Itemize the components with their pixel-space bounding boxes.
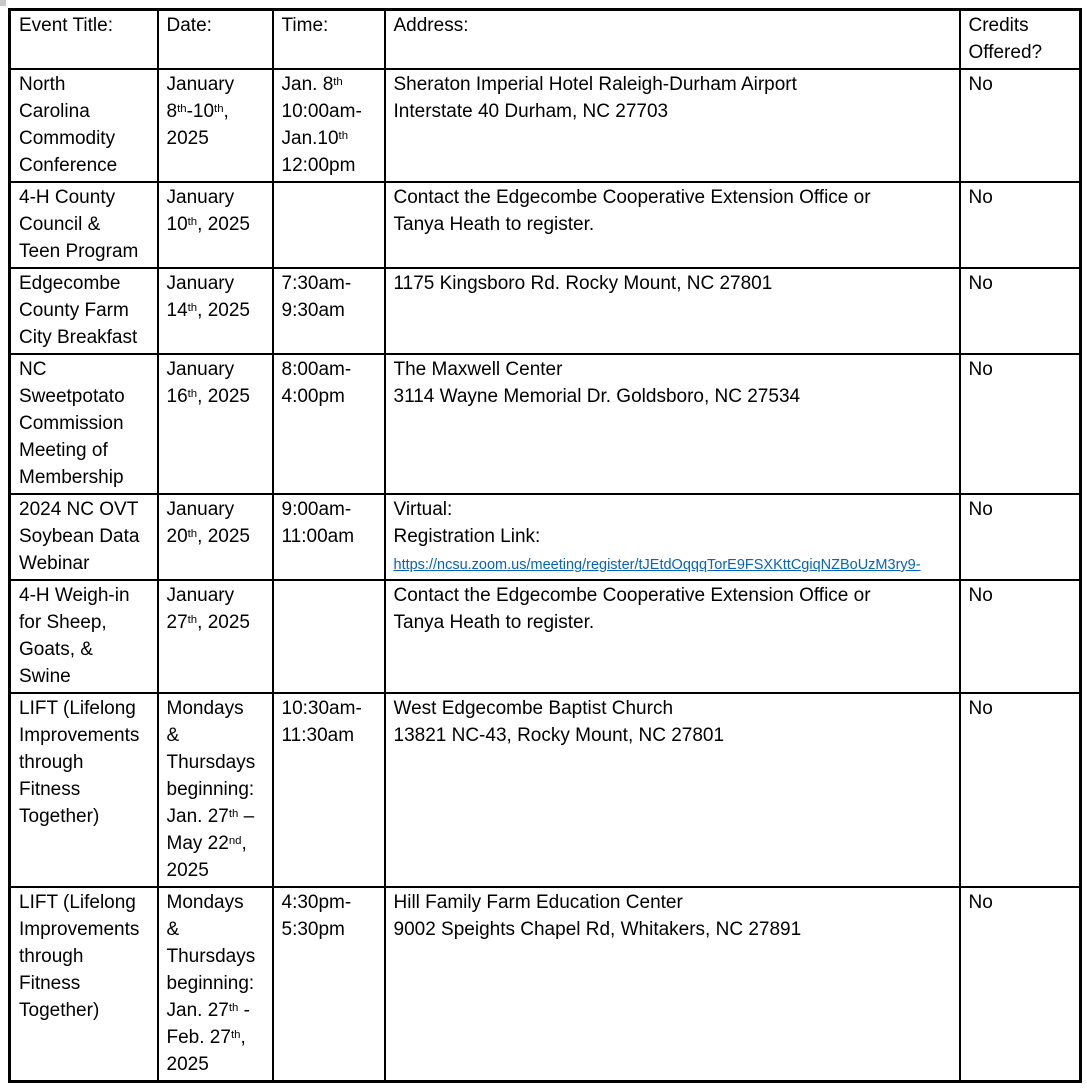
date-cell: January 14th, 2025 (158, 268, 273, 354)
time-cell: 7:30am- 9:30am (273, 268, 385, 354)
credits-cell: No (960, 580, 1081, 693)
time-cell: Jan. 8th 10:00am- Jan.10th 12:00pm (273, 69, 385, 182)
credits-cell: No (960, 693, 1081, 887)
event-title-cell: LIFT (Lifelong Improvements through Fitness Together) (10, 693, 158, 887)
date-cell: January 10th, 2025 (158, 182, 273, 268)
address-cell: The Maxwell Center 3114 Wayne Memorial Dr. Goldsboro, NC 27534 (385, 354, 960, 494)
events-table (8, 8, 1082, 1083)
header-row (10, 10, 1081, 70)
table-row (10, 69, 1081, 182)
address-cell: Hill Family Farm Education Center 9002 Speights Chapel Rd, Whitakers, NC 27891 (385, 887, 960, 1082)
address-cell: Contact the Edgecombe Cooperative Extension Office or Tanya Heath to register. (385, 580, 960, 693)
date-cell: January 27th, 2025 (158, 580, 273, 693)
table-row (10, 354, 1081, 494)
credits-cell: No (960, 69, 1081, 182)
date-cell: January 20th, 2025 (158, 494, 273, 580)
credits-cell: No (960, 268, 1081, 354)
credits-cell: No (960, 494, 1081, 580)
table-row (10, 887, 1081, 1082)
address-cell: Contact the Edgecombe Cooperative Extension Office or Tanya Heath to register. (385, 182, 960, 268)
credits-cell: No (960, 354, 1081, 494)
header-cell-date: Date: (158, 10, 273, 70)
date-cell: January 16th, 2025 (158, 354, 273, 494)
address-cell: 1175 Kingsboro Rd. Rocky Mount, NC 27801 (385, 268, 960, 354)
event-title-cell: 2024 NC OVT Soybean Data Webinar (10, 494, 158, 580)
registration-link[interactable]: https://ncsu.zoom.us/meeting/register/tJEtdOqqqTorE9FSXKttCgiqNZBoUzM3ry9- (393, 557, 921, 573)
event-title-cell: NC Sweetpotato Commission Meeting of Membership (10, 354, 158, 494)
table-handle-artifact (0, 0, 6, 6)
event-title-cell: LIFT (Lifelong Improvements through Fitness Together) (10, 887, 158, 1082)
time-cell (273, 580, 385, 693)
address-cell: West Edgecombe Baptist Church 13821 NC-43, Rocky Mount, NC 27801 (385, 693, 960, 887)
table-row (10, 494, 1081, 580)
table-row (10, 268, 1081, 354)
table-row (10, 693, 1081, 887)
address-cell: Virtual: Registration Link: https://ncsu.zoom.us/meeting/register/tJEtdOqqqTorE9FSXKttCgiqNZBoUzM3ry9- (385, 494, 960, 580)
time-cell (273, 182, 385, 268)
date-cell: Mondays & Thursdays beginning: Jan. 27th – May 22nd, 2025 (158, 693, 273, 887)
time-cell: 10:30am- 11:30am (273, 693, 385, 887)
credits-cell: No (960, 887, 1081, 1082)
time-cell: 4:30pm- 5:30pm (273, 887, 385, 1082)
event-title-cell: Edgecombe County Farm City Breakfast (10, 268, 158, 354)
event-title-cell: 4-H County Council & Teen Program (10, 182, 158, 268)
header-cell-event-title: Event Title: (10, 10, 158, 70)
address-cell: Sheraton Imperial Hotel Raleigh-Durham Airport Interstate 40 Durham, NC 27703 (385, 69, 960, 182)
date-cell: January 8th-10th, 2025 (158, 69, 273, 182)
credits-cell: No (960, 182, 1081, 268)
table-row (10, 580, 1081, 693)
time-cell: 8:00am- 4:00pm (273, 354, 385, 494)
time-cell: 9:00am- 11:00am (273, 494, 385, 580)
table-row (10, 182, 1081, 268)
header-cell-address: Address: (385, 10, 960, 70)
event-title-cell: 4-H Weigh-in for Sheep, Goats, & Swine (10, 580, 158, 693)
event-title-cell: North Carolina Commodity Conference (10, 69, 158, 182)
date-cell: Mondays & Thursdays beginning: Jan. 27th - Feb. 27th, 2025 (158, 887, 273, 1082)
header-cell-time: Time: (273, 10, 385, 70)
header-cell-credits: Credits Offered? (960, 10, 1081, 70)
